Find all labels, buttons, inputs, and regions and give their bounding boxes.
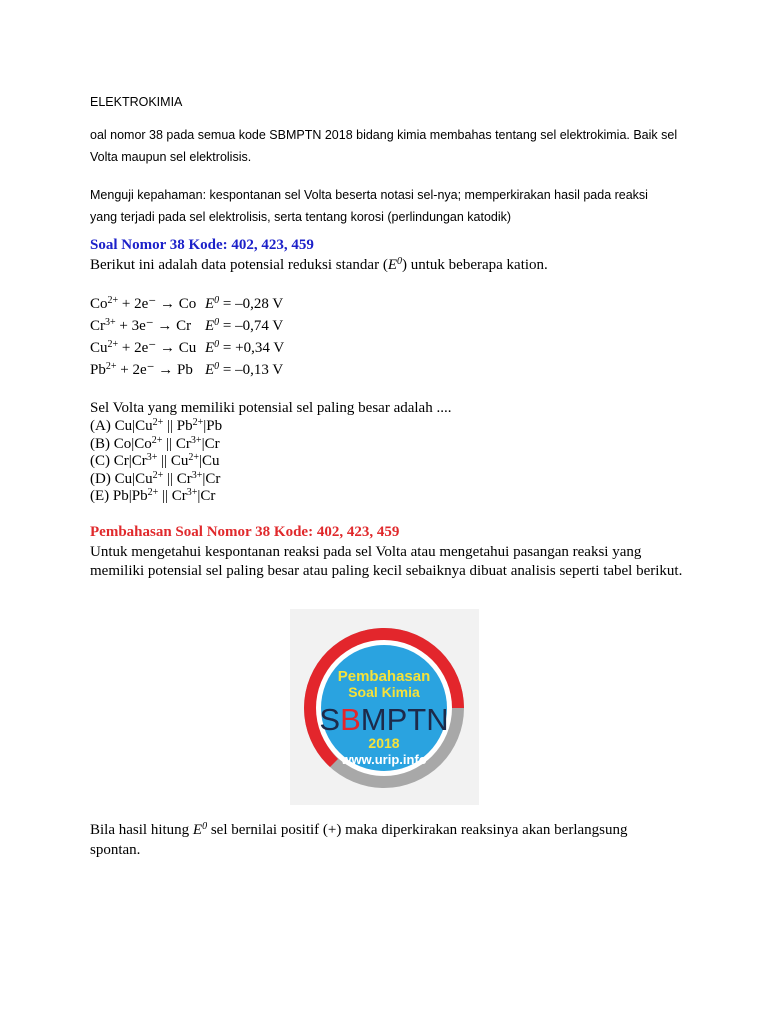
sbmptn-logo-image — [290, 609, 479, 805]
goal-line: Menguji kepahaman: kespontanan sel Volta beserta notasi sel-nya; memperkirakan hasil pada reaksi — [90, 188, 648, 202]
intro-line: oal nomor 38 pada semua kode SBMPTN 2018 bidang kimia membahas tentang sel elektrokimia. Baik sel — [90, 128, 678, 142]
equation-row: $Cu^{2+} + 2e^- \to Cu$ $E^0 = +0,34$ V — [90, 339, 285, 356]
logo-line1: Pembahasan — [337, 668, 431, 685]
intro-paragraph — [90, 124, 690, 168]
logo-url: www.urip.info — [341, 752, 427, 767]
option-b: (B) $Co|Co^{2+}$ || $Cr^{3+}|Cr$ — [90, 434, 220, 452]
option-a: (A) $Cu|Cu^{2+}$ || $Pb^{2+}|Pb$ — [90, 417, 223, 434]
reduction-equations — [90, 293, 690, 381]
question-text-part: ) untuk beberapa kation. — [402, 257, 548, 273]
goal-line: yang terjadi pada sel elektrolisis, serta tentang korosi (perlindungan katodik) — [90, 210, 512, 224]
equation-row: $Co^{2+} + 2e^- \to Co$ $E^0 = -0,28$ V — [90, 295, 284, 312]
logo-brand: SBMPTN — [319, 702, 449, 737]
equation-row: $Pb^{2+} + 2e^- \to Pb$ $E^0 = -0,13$ V — [90, 361, 284, 378]
option-e: (E) $Pb|Pb^{2+}$ || $Cr^{3+}|Cr$ — [90, 487, 216, 504]
question-prompt: Sel Volta yang memiliki potensial sel paling besar adalah .... — [90, 400, 452, 416]
logo-year: 2018 — [368, 735, 400, 751]
equation-row: $Cr^{3+} + 3e^- \to Cr$ $E^0 = -0,74$ V — [90, 317, 284, 334]
logo-svg — [290, 609, 479, 805]
answer-heading: Pembahasan Soal Nomor 38 Kode: 402, 423, 459 — [90, 524, 400, 540]
logo-line2: Soal Kimia — [348, 684, 420, 700]
e0-superscript: 0 — [397, 256, 402, 267]
answer-options — [90, 418, 690, 506]
intro-line: Volta maupun sel elektrolisis. — [90, 150, 252, 164]
document-title: ELEKTROKIMIA — [90, 95, 183, 109]
answer-paragraph: Untuk mengetahui kespontanan reaksi pada sel Volta atau mengetahui pasangan reaksi yang memiliki potensial sel paling besar atau paling kecil sebaiknya dibuat analisis seperti tabel berikut. — [90, 544, 683, 579]
option-d: (D) $Cu|Cu^{2+}$ || $Cr^{3+}|Cr$ — [90, 469, 221, 487]
question-text — [90, 257, 690, 274]
conclusion-paragraph: Bila hasil hitung $E^0$ sel bernilai positif (+) maka diperkirakan reaksinya akan berlangsung spontan. — [90, 821, 628, 858]
question-heading: Soal Nomor 38 Kode: 402, 423, 459 — [90, 237, 314, 253]
goal-paragraph — [90, 184, 690, 228]
question-text-part: Berikut ini adalah data potensial reduksi standar ( — [90, 257, 388, 273]
option-c: (C) $Cr|Cr^{3+}$ || $Cu^{2+}|Cu$ — [90, 452, 220, 469]
e0-symbol: E — [387, 257, 397, 273]
